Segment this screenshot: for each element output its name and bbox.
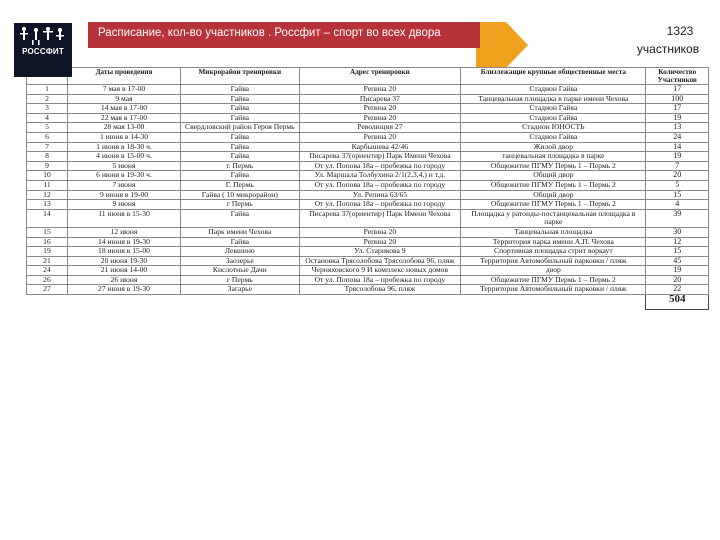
row-district: Гайва <box>181 113 300 123</box>
row-date: 1 июня в 18-30 ч. <box>67 142 180 152</box>
row-district: Гайва <box>181 104 300 114</box>
row-address: Карбышева 42/46 <box>299 142 461 152</box>
participants-label: участников <box>636 42 700 56</box>
row-address: Репина 20 <box>299 132 461 142</box>
row-district: г Пермь <box>181 200 300 210</box>
row-address: Репина 20 <box>299 104 461 114</box>
row-date: 7 мая в 17-00 <box>67 85 180 95</box>
table-row <box>27 180 709 190</box>
table-row <box>27 113 709 123</box>
table-row <box>27 247 709 257</box>
row-place: Танцевальная площадка <box>461 227 646 237</box>
total-spacer <box>299 295 461 310</box>
row-place: Спортивная площадка стрит воркаут <box>461 247 646 257</box>
row-number: 16 <box>27 237 68 247</box>
row-number: 2 <box>27 94 68 104</box>
row-count: 5 <box>646 180 709 190</box>
row-district: Заозерье <box>181 256 300 266</box>
table-row <box>27 171 709 181</box>
row-address: Репина 20 <box>299 85 461 95</box>
row-address: Репина 20 <box>299 227 461 237</box>
row-place: Стадион Гайва <box>461 104 646 114</box>
row-date: 21 июня 14-00 <box>67 266 180 276</box>
row-date: 12 июня <box>67 227 180 237</box>
row-district: г Пермь <box>181 275 300 285</box>
row-place: Территория парка имени А.П. Чехова <box>461 237 646 247</box>
table-header-row <box>27 68 709 85</box>
row-date: 14 июня в 19-30 <box>67 237 180 247</box>
row-place: Территория Автомобильный парковки / пляж <box>461 285 646 295</box>
row-number: 1 <box>27 85 68 95</box>
row-district: Гайва <box>181 209 300 227</box>
row-address: Черняховского 9 И комплекс новых домов <box>299 266 461 276</box>
total-spacer <box>27 295 68 310</box>
table-row <box>27 104 709 114</box>
schedule-table <box>26 67 709 310</box>
row-number: 4 <box>27 113 68 123</box>
row-count: 30 <box>646 227 709 237</box>
row-place: Общий двор <box>461 171 646 181</box>
row-district: г. Пермь <box>181 161 300 171</box>
row-number: 27 <box>27 285 68 295</box>
row-date: 7 июня <box>67 180 180 190</box>
row-place: Стадион ЮНОСТЬ <box>461 123 646 133</box>
table-row <box>27 209 709 227</box>
row-address: Репина 20 <box>299 237 461 247</box>
row-count: 39 <box>646 209 709 227</box>
row-district: Гайва <box>181 132 300 142</box>
row-count: 20 <box>646 275 709 285</box>
row-address: От ул. Попова 18а – пробежка по городу <box>299 180 461 190</box>
table-row <box>27 132 709 142</box>
row-count: 19 <box>646 266 709 276</box>
row-number: 7 <box>27 142 68 152</box>
row-number: 15 <box>27 227 68 237</box>
column-header: Микрорайон тренировки <box>181 68 300 85</box>
row-address: Трясолобова 96, пляж <box>299 285 461 295</box>
row-date: 1 июня в 14-30 <box>67 132 180 142</box>
participants-count: 1323 <box>666 24 694 38</box>
row-number: 19 <box>27 247 68 257</box>
row-date: 5 июня <box>67 161 180 171</box>
header-banner <box>0 0 720 68</box>
row-number: 12 <box>27 190 68 200</box>
row-number: 11 <box>27 180 68 190</box>
row-number: 3 <box>27 104 68 114</box>
row-number: 8 <box>27 152 68 162</box>
row-address: Писарева 37 <box>299 94 461 104</box>
chevron-arrow-icon <box>476 22 528 68</box>
table-row <box>27 152 709 162</box>
row-place: Стадион Гайва <box>461 85 646 95</box>
row-number: 21 <box>27 256 68 266</box>
row-place: Общежитие ПГМУ Пермь 1 – Пермь 2 <box>461 161 646 171</box>
row-count: 19 <box>646 113 709 123</box>
row-number: 9 <box>27 161 68 171</box>
row-address: Репина 20 <box>299 113 461 123</box>
column-header: Близлежащие крупные общественные места <box>461 68 646 85</box>
row-date: 11 июня в 15-30 <box>67 209 180 227</box>
row-place: Общежитие ПГМУ Пермь 1 – Пермь 2 <box>461 275 646 285</box>
column-header: Даты проведения <box>67 68 180 85</box>
row-number: 6 <box>27 132 68 142</box>
total-spacer <box>67 295 180 310</box>
row-date: 4 июня в 15-00 ч. <box>67 152 180 162</box>
row-district: Г. Пермь <box>181 180 300 190</box>
row-count: 15 <box>646 247 709 257</box>
row-count: 4 <box>646 200 709 210</box>
row-district: Парк имени Чехова <box>181 227 300 237</box>
row-district: Гайва <box>181 237 300 247</box>
table-row <box>27 227 709 237</box>
row-number: 26 <box>27 275 68 285</box>
row-place: Танцевальная площадка в парке имени Чехова <box>461 94 646 104</box>
row-date: 6 июня в 19-30 ч. <box>67 171 180 181</box>
total-spacer <box>461 295 646 310</box>
row-address: Писарева 37(ориентир) Парк Имени Чехова <box>299 209 461 227</box>
row-district: Левшино <box>181 247 300 257</box>
row-place: Площадка у ратонды-постанцевальная площадка в парке <box>461 209 646 227</box>
row-district: Кислотные Дачи <box>181 266 300 276</box>
total-row <box>27 295 709 310</box>
row-number: 5 <box>27 123 68 133</box>
row-district: Свердловский район Героя Пермь <box>181 123 300 133</box>
row-date: 28 мая 13-00 <box>67 123 180 133</box>
table-row <box>27 237 709 247</box>
row-district: Гайва <box>181 142 300 152</box>
row-count: 7 <box>646 161 709 171</box>
row-count: 17 <box>646 85 709 95</box>
logo-text: РОССФИТ <box>22 47 64 56</box>
row-address: От ул. Попова 18а – пробежка по городу <box>299 275 461 285</box>
row-number: 24 <box>27 266 68 276</box>
table-row <box>27 142 709 152</box>
athletes-icon <box>14 25 72 47</box>
row-address: Ул. Старикова 9 <box>299 247 461 257</box>
row-district: Гайва ( 10 микрорайон) <box>181 190 300 200</box>
row-count: 20 <box>646 171 709 181</box>
row-place: двор <box>461 266 646 276</box>
row-count: 17 <box>646 104 709 114</box>
row-date: 27 июня в 19-30 <box>67 285 180 295</box>
page-title: Расписание, кол-во участников . Россфит – спорт во всех двора <box>98 27 441 39</box>
column-header: Количество Участников <box>646 68 709 85</box>
row-district: Гайва <box>181 94 300 104</box>
table-row <box>27 266 709 276</box>
row-date: 9 июня <box>67 200 180 210</box>
row-place: Общежитие ПГМУ Пермь 1 – Пермь 2 <box>461 180 646 190</box>
table-row <box>27 161 709 171</box>
row-number: 13 <box>27 200 68 210</box>
row-count: 24 <box>646 132 709 142</box>
rossfit-logo <box>14 23 72 77</box>
row-address: От ул. Попова 18а – пробежка по городу <box>299 161 461 171</box>
row-address: От ул. Попова 18а – пробежка по городу <box>299 200 461 210</box>
row-count: 100 <box>646 94 709 104</box>
total-count: 504 <box>646 295 709 310</box>
row-count: 15 <box>646 190 709 200</box>
table-row <box>27 200 709 210</box>
row-address: Ул. Репина 63/65 <box>299 190 461 200</box>
row-number: 10 <box>27 171 68 181</box>
row-place: танцевальная площадка в парке <box>461 152 646 162</box>
row-district: Гайва <box>181 85 300 95</box>
row-date: 20 июня 19-30 <box>67 256 180 266</box>
table-row <box>27 85 709 95</box>
row-date: 14 мая в 17-00 <box>67 104 180 114</box>
row-count: 14 <box>646 142 709 152</box>
row-date: 22 мая в 17-00 <box>67 113 180 123</box>
total-spacer <box>181 295 300 310</box>
row-district: Гайва <box>181 152 300 162</box>
table-row <box>27 285 709 295</box>
table-row <box>27 256 709 266</box>
row-place: Общий двор <box>461 190 646 200</box>
row-number: 14 <box>27 209 68 227</box>
row-date: 9 мая <box>67 94 180 104</box>
table-row <box>27 190 709 200</box>
table-row <box>27 275 709 285</box>
row-count: 13 <box>646 123 709 133</box>
row-place: Стадион Гайва <box>461 132 646 142</box>
row-address: Писарева 37(ориентир) Парк Имени Чехова <box>299 152 461 162</box>
table-row <box>27 123 709 133</box>
row-place: Общежитие ПГМУ Пермь 1 – Пермь 2 <box>461 200 646 210</box>
row-count: 19 <box>646 152 709 162</box>
row-district: Гайва <box>181 171 300 181</box>
row-count: 22 <box>646 285 709 295</box>
row-date: 18 июня в 15-00 <box>67 247 180 257</box>
row-count: 45 <box>646 256 709 266</box>
row-date: 26 июня <box>67 275 180 285</box>
row-place: Территория Автомобильный парковки / пляж <box>461 256 646 266</box>
row-place: Стадион Гайва <box>461 113 646 123</box>
row-place: Жилой двор <box>461 142 646 152</box>
table-row <box>27 94 709 104</box>
row-address: Ул. Маршала Толбухина 2/1(2,3,4,) и т.д. <box>299 171 461 181</box>
column-header: Адрес тренировки <box>299 68 461 85</box>
row-date: 9 июня в 19-00 <box>67 190 180 200</box>
row-address: Остановка Трясолобова Трясолобова 96, пляж <box>299 256 461 266</box>
row-count: 12 <box>646 237 709 247</box>
table-body <box>27 85 709 310</box>
row-district: Загарье <box>181 285 300 295</box>
row-address: Революция 27 <box>299 123 461 133</box>
